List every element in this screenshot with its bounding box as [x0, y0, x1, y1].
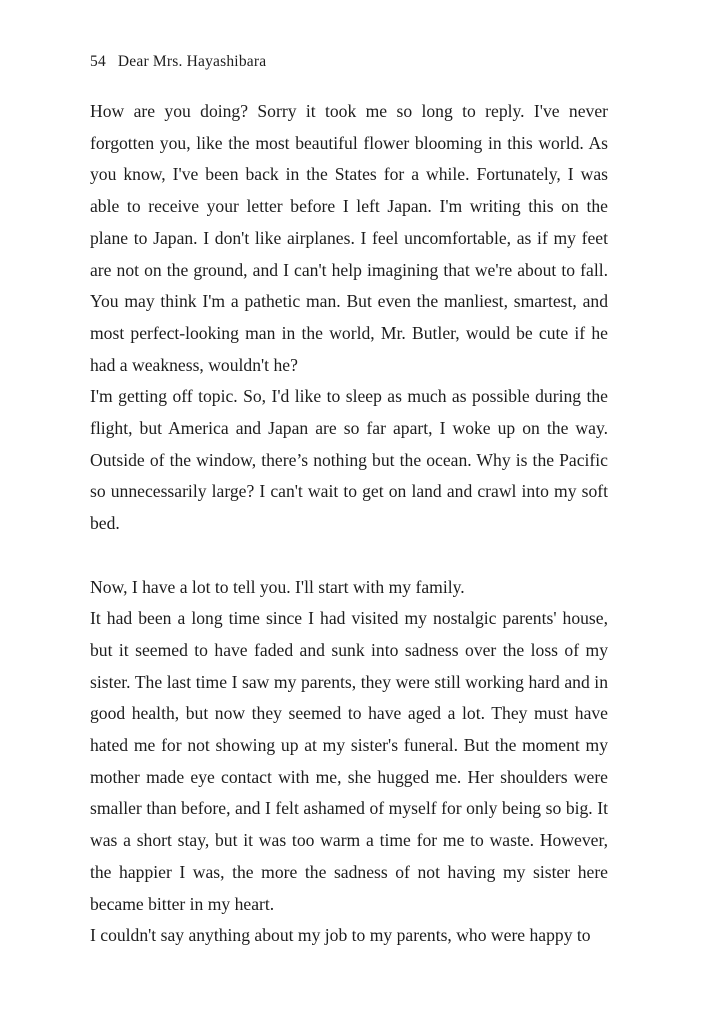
running-title: Dear Mrs. Hayashibara — [117, 53, 267, 70]
running-head — [90, 52, 266, 72]
paragraph-1: How are you doing? Sorry it took me so long to reply. I've never forgotten you, like the most beautiful flower blooming in this world. As you know, I've been back in the States for a while. Fortunately, I was able to receive your letter before I left Japan. I'm writing this on the plane to Japan. I don't like airplanes. I feel uncomfortable, as if my feet are not on the ground, and I can't help imagining that we're about to fall. You may think I'm a pathetic man. But even the manliest, smartest, and most perfect-looking man in the world, Mr. Butler, would be cute if he had a weakness, wouldn't he? — [90, 101, 608, 375]
paragraph-3: Now, I have a lot to tell you. I'll start with my family. — [90, 576, 465, 597]
paragraph-2: I'm getting off topic. So, I'd like to sleep as much as possible during the flight, but America and Japan are so far apart, I woke up on the way. Outside of the window, there’s nothing but the ocean. Why is the Pacific so unnecessarily large? I can't wait to get on land and crawl into my soft bed. — [90, 386, 608, 534]
paragraph-4: It had been a long time since I had visited my nostalgic parents' house, but it seemed to have faded and sunk into sadness over the loss of my sister. The last time I saw my parents, they were still working hard and in good health, but now they seemed to have aged a lot. They must have hated me for not showing up at my sister's funeral. But the moment my mother made eye contact with me, she hugged me. Her shoulders were smaller than before, and I felt ashamed of myself for only being so big. It was a short stay, but it was too warm a time for me to waste. However, the happier I was, the more the sadness of not having my sister here became bitter in my heart. — [90, 608, 608, 914]
body-text — [90, 96, 608, 952]
paragraph-5: I couldn't say anything about my job to my parents, who were happy to — [90, 925, 591, 946]
page-number: 54 — [90, 53, 106, 70]
